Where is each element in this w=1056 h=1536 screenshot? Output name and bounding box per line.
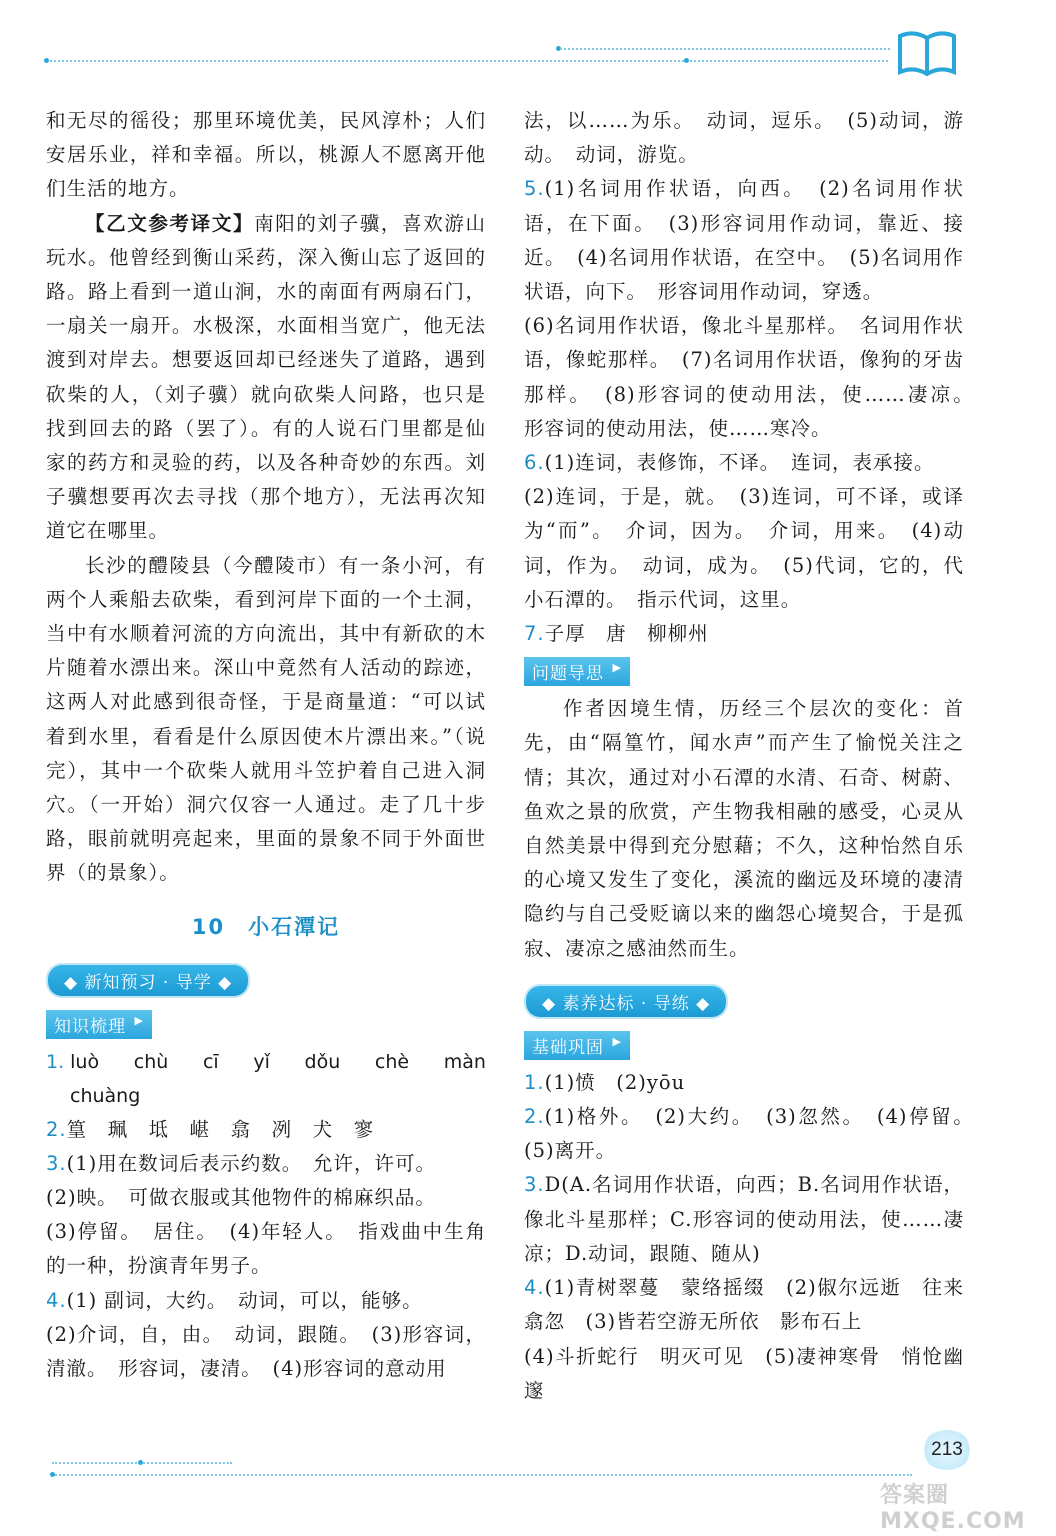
paragraph: 和无尽的徭役；那里环境优美，民风淳朴；人们安居乐业，祥和幸福。所以，桃源人不愿离开他们生活的地方。 [46, 109, 486, 201]
answer-text: (1)用在数词后表示约数。 允许，许可。 [66, 1151, 436, 1175]
answer-text: (2)介词，自，由。 动词，跟随。 (3)形容词，清澈。 形容词，凄清。 (4)形容词的意动用 [46, 1322, 486, 1381]
answer-text: (1) 副词，大约。 动词，可以，能够。 [66, 1288, 423, 1312]
translation-text: 南阳的刘子骥，喜欢游山玩水。他曾经到衡山采药，深入衡山忘了返回的路。路上看到一道山涧，水的南面有两扇石门，一扇关一扇开。水极深，水面相当宽广，他无法渡到对岸去。想要返回却已经迷失了道路，遇到砍柴的人，（刘子骥）就向砍柴人问路，也只是找到回去的路（罢了）。有的人说石门里都是仙家的药方和灵验的药，以及各种奇妙的东西。刘子骥想要再次去寻找（那个地方），无法再次知道它在哪里。 [46, 211, 486, 543]
pinyin-item: chuàng [70, 1084, 141, 1107]
question-number: 5. [524, 177, 545, 201]
answer-text: (2)映。 可做衣服或其他物件的棉麻织品。 [46, 1186, 436, 1210]
paragraph: 长沙的醴陵县（今醴陵市）有一条小河，有两个人乘船去砍柴，看到河岸下面的一个土洞，当中有水顺着河流的方向流出，其中有新砍的木片随着水漂出来。深山中竟然有人活动的踪迹，这两人对此感到很奇怪，于是商量道：“可以试着到水里，看看是什么原因使木片漂出来。”（说完），其中一个砍柴人就用斗笠护着自己进入洞穴。（一开始）洞穴仅容一人通过。走了几十步路，眼前就明亮起来，里面的景象不同于外面世界（的景象）。 [46, 553, 486, 885]
right-column [524, 104, 985, 1408]
section-title: 10 小石潭记 [191, 914, 341, 939]
page-number: 213 [922, 1430, 972, 1470]
header-dot [44, 58, 49, 63]
answer-text: (1)青树翠蔓 蒙络摇缀 (2)俶尔远逝 往来翕忽 (3)皆若空游无所依 影布石上 [524, 1276, 964, 1334]
answer-text: 法，以……为乐。 动词，逗乐。 (5)动词，游动。 动词，游览。 [524, 109, 964, 167]
pinyin-item: luò [70, 1050, 100, 1073]
footer-dot [50, 1472, 55, 1477]
pinyin-list [70, 1045, 486, 1079]
pinyin-item: cī [202, 1050, 219, 1073]
pinyin-item: màn [443, 1050, 486, 1073]
subsection-tag: 基础巩固 ▶ [524, 1031, 630, 1060]
answer-text: (6)名词用作状语，像北斗星那样。 名词用作状语，像蛇那样。 (7)名词用作状语，像狗的牙齿那样。 (8)形容词的使动用法，使……凄凉。 形容词的使动用法，使……寒冷。 [524, 314, 985, 440]
answer-text: (1)连词，表修饰，不译。 连词，表承接。 [544, 451, 935, 475]
question-number: 4. [46, 1288, 67, 1312]
header-dotted-line-short [560, 48, 890, 50]
subsection-tag: 问题导思 ▶ [524, 657, 630, 686]
question-number: 1. [524, 1070, 545, 1094]
pinyin-item: dǒu [304, 1050, 341, 1073]
answer-text: (1)格外。 (2)大约。 (3)忽然。 (4)停留。 (5)离开。 [524, 1105, 985, 1163]
paragraph-translation [46, 207, 486, 549]
left-column [46, 104, 486, 1386]
pinyin-item: yǐ [253, 1050, 270, 1073]
question-number: 7. [524, 622, 545, 646]
question-number: 3. [524, 1173, 545, 1197]
q1-row [46, 1045, 486, 1079]
subsection-tag: 知识梳理 ▶ [46, 1010, 152, 1039]
footer-dot [138, 1460, 143, 1465]
section-banner: ◆ 素养达标 · 导练 ◆ [526, 986, 726, 1017]
header-dotted-line [46, 60, 888, 62]
question-number: 3. [46, 1151, 67, 1175]
translation-label: 【乙文参考译文】 [85, 211, 255, 235]
answer-text: (1)愤 (2)yōu [544, 1070, 686, 1094]
answer-text: D(A.名词用作状语，向西；B.名词用作状语，像北斗星那样；C.形容词的使动用法，使……凄凉；D.动词，跟随、随从) [524, 1173, 964, 1265]
question-number: 6. [524, 451, 545, 475]
footer-dotted-line [52, 1474, 912, 1476]
header-dot [684, 58, 689, 63]
question-number: 2. [46, 1117, 67, 1141]
question-number: 2. [524, 1105, 545, 1129]
guide-paragraph: 作者因境生情，历经三个层次的变化：首先，由“隔篁竹，闻水声”而产生了愉悦关注之情；其次，通过对小石潭的水清、石奇、树蔚、鱼欢之景的欣赏，产生物我相融的感受，心灵从自然美景中得到充分慰藉；不久，这种怡然自乐的心境又发生了变化，溪流的幽远及环境的凄清隐约与自己受贬谪以来的幽怨心境契合，于是孤寂、凄凉之感油然而生。 [524, 697, 964, 960]
pinyin-item: chù [133, 1050, 169, 1073]
pinyin-line2 [46, 1079, 486, 1113]
pinyin-item: chè [374, 1050, 410, 1073]
question-number: 1. [46, 1050, 65, 1073]
watermark: 答案圈 MXQE.COM [880, 1483, 1026, 1534]
answer-text: 篁 珮 坻 嵁 翕 冽 犬 寥 [66, 1117, 375, 1141]
book-icon [896, 28, 958, 78]
answer-text: (3)停留。 居住。 (4)年轻人。 指戏曲中生角的一种，扮演青年男子。 [46, 1220, 486, 1278]
answer-text: (2)连词，于是，就。 (3)连词，可不译，或译为“而”。 介词，因为。 介词，用来。 (4)动词，作为。 动词，成为。 (5)代词，它的，代小石潭的。 指示代词，这里。 [524, 485, 964, 611]
answer-text: (1)名词用作状语，向西。 (2)名词用作状语，在下面。 (3)形容词用作动词，靠近、接近。 (4)名词用作状语，在空中。 (5)名词用作状语，向下。 形容词用作动词，穿透。 [524, 177, 964, 304]
question-number: 4. [524, 1276, 545, 1300]
section-banner: ◆ 新知预习 · 导学 ◆ [48, 965, 248, 996]
answer-text: (4)斗折蛇行 明灭可见 (5)凄神寒骨 悄怆幽邃 [524, 1344, 964, 1402]
answer-text: 子厚 唐 柳柳州 [544, 622, 709, 646]
